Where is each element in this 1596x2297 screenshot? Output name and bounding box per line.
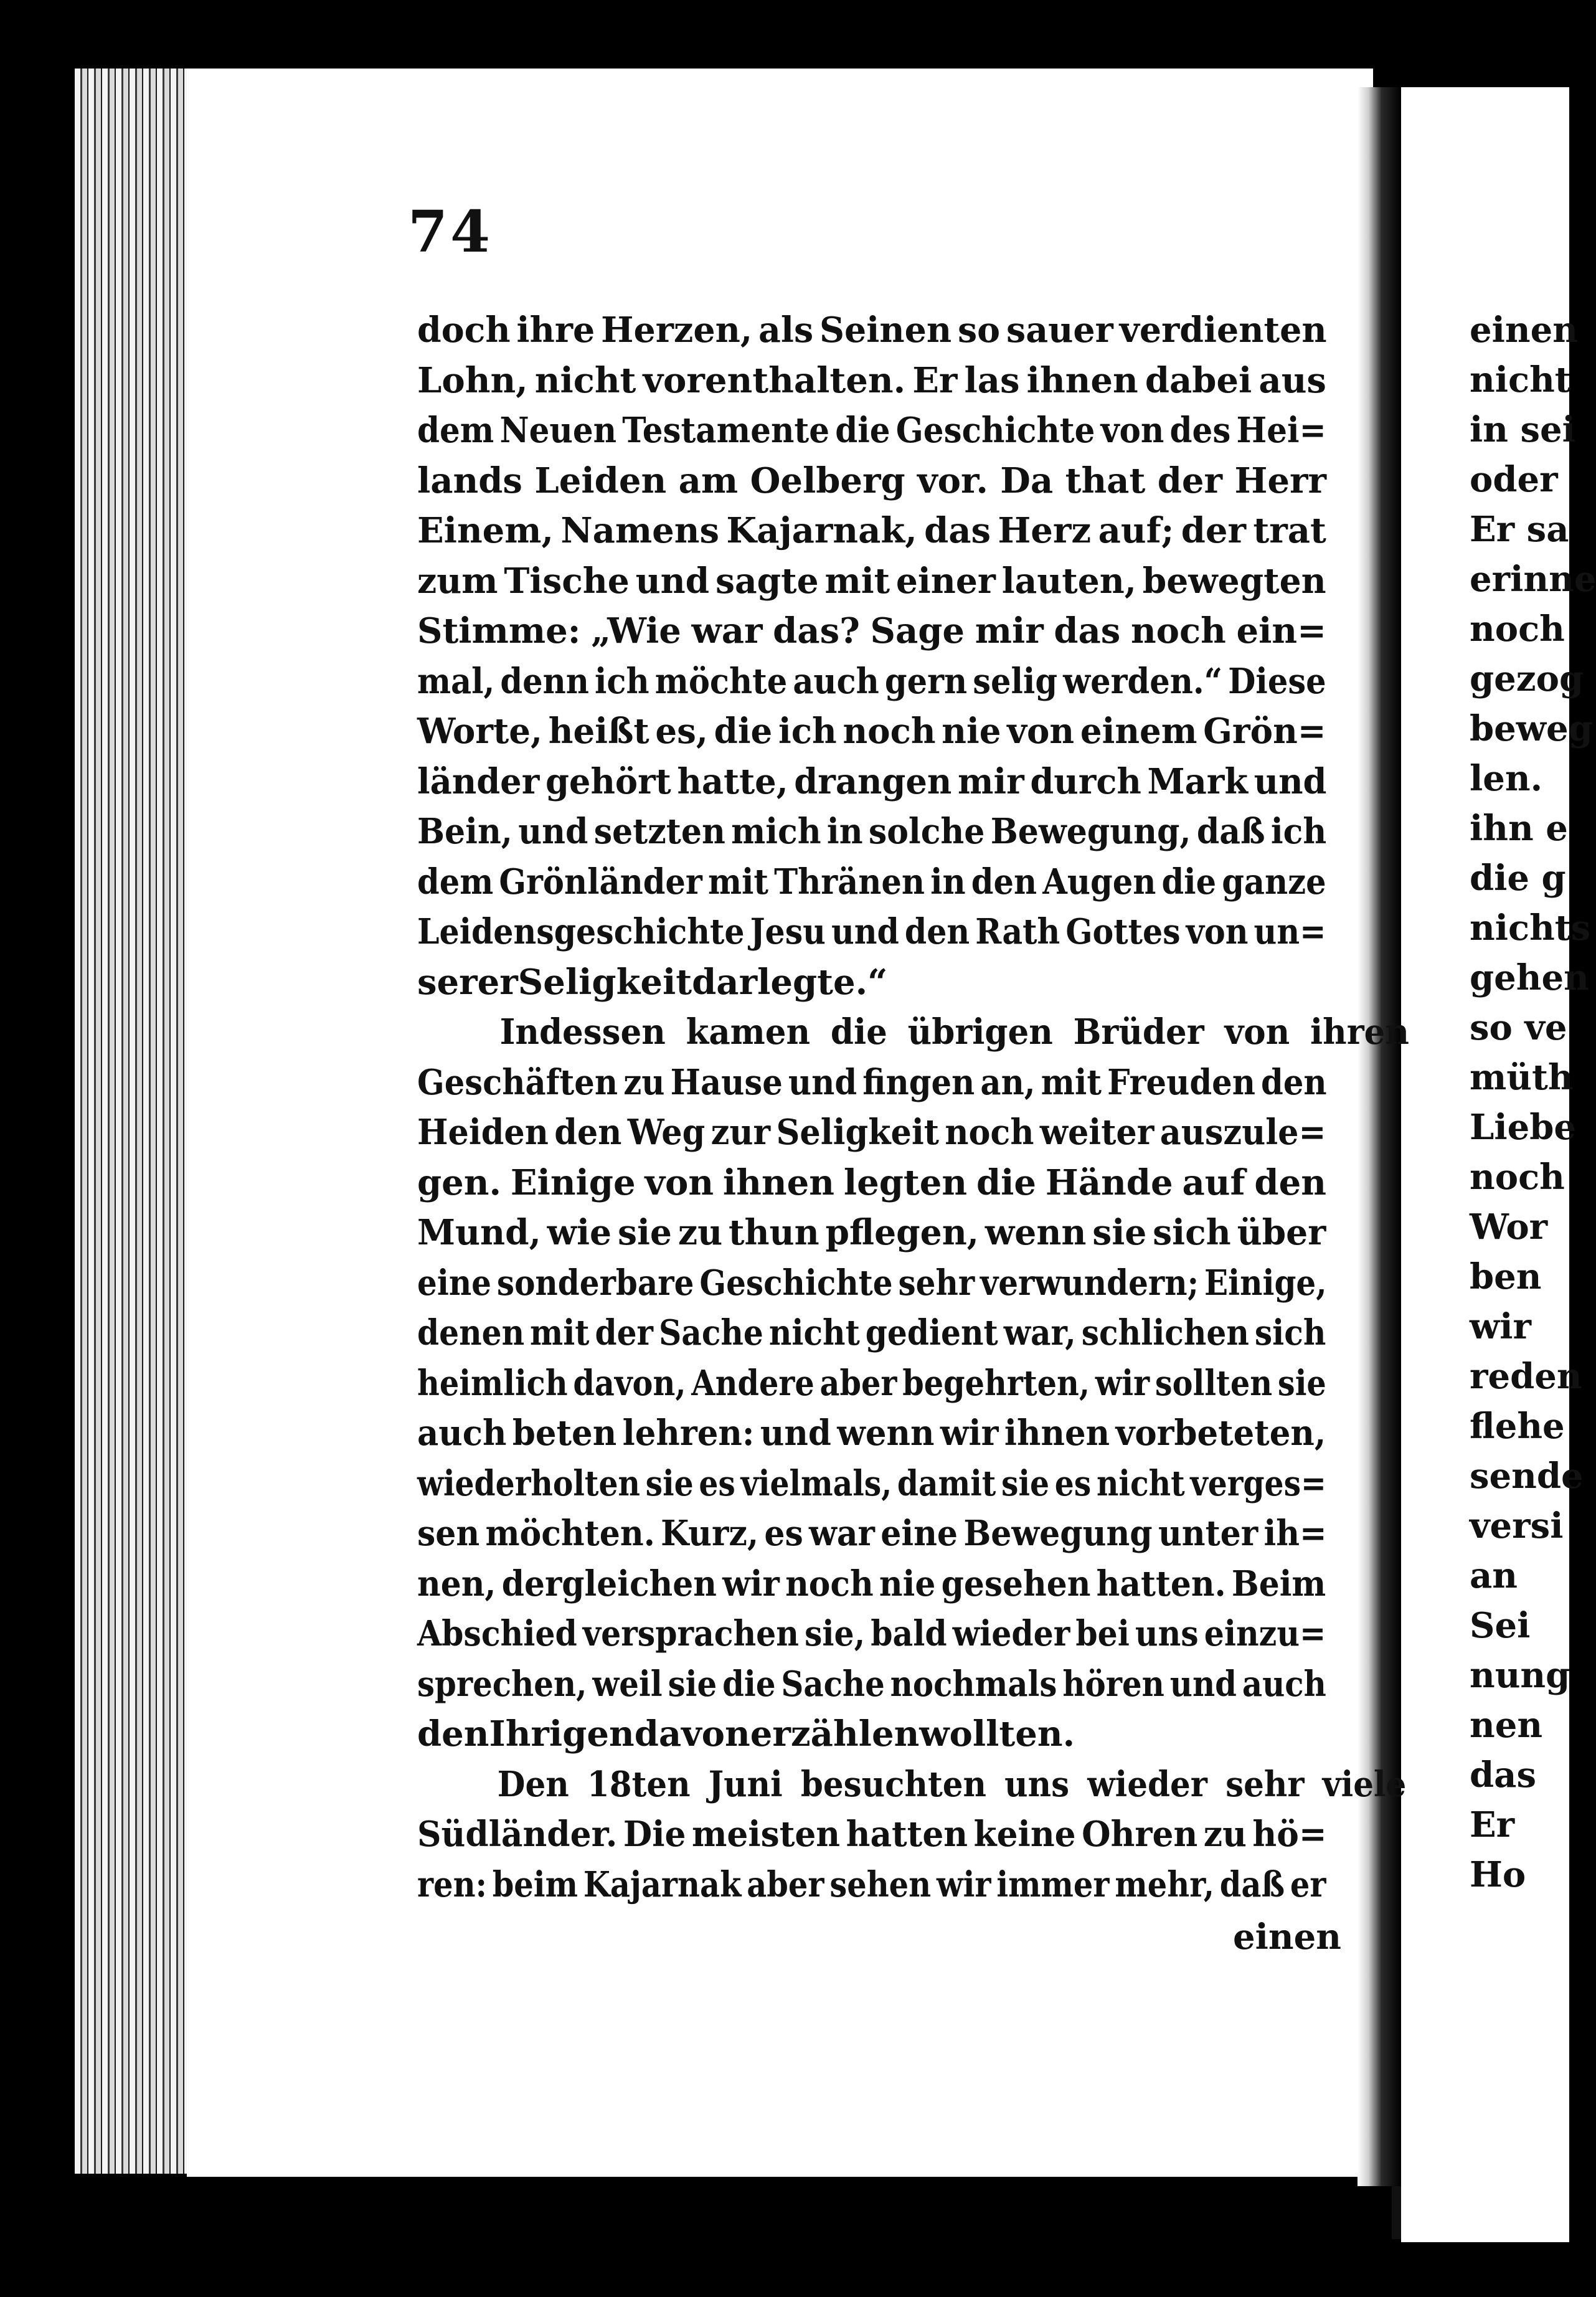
text-line: wiederholten sie es vielmals, damit sie es nicht verges= <box>417 1462 1326 1504</box>
text-line: auch beten lehren: und wenn wir ihnen vorbeteten, <box>417 1413 1326 1454</box>
text-line: dem Grönländer mit Thränen in den Augen die ganze <box>417 861 1326 902</box>
right-page-fragment: in sei <box>1470 409 1575 450</box>
text-line: den Ihrigen davon erzählen wollten. <box>417 1713 1075 1755</box>
text-line: sen möchten. Kurz, es war eine Bewegung unter ih= <box>417 1513 1327 1554</box>
text-line: Heiden den Weg zur Seligkeit noch weiter auszule= <box>417 1112 1326 1153</box>
right-page-fragment: Sei <box>1470 1605 1531 1646</box>
text-line: Leidensgeschichte Jesu und den Rath Gottes von un= <box>417 911 1326 952</box>
book-gutter <box>1358 87 1401 2186</box>
right-page-fragment: Ho <box>1470 1854 1526 1895</box>
right-page-fragment: erinne <box>1470 559 1596 600</box>
right-page-fragment: noch <box>1470 1157 1565 1198</box>
right-page-fragment: wir <box>1470 1306 1531 1347</box>
right-page-fragment: flehe <box>1470 1406 1565 1447</box>
text-line: Mund, wie sie zu thun pflegen, wenn sie sich über <box>417 1212 1326 1253</box>
right-page-fragment: müth <box>1470 1057 1574 1098</box>
right-page-fragment: ben <box>1470 1256 1542 1297</box>
text-line: Stimme: „Wie war das? Sage mir das noch ein= <box>417 610 1326 651</box>
text-line: Südländer. Die meisten hatten keine Ohren zu hö= <box>417 1814 1327 1855</box>
text-line: Den 18ten Juni besuchten uns wieder sehr viele <box>497 1763 1407 1805</box>
right-page-fragment: nen <box>1470 1705 1543 1746</box>
right-page-fragment: Wor <box>1470 1206 1548 1248</box>
text-line: sprechen, weil sie die Sache nochmals hören und auch <box>417 1663 1326 1705</box>
text-line: Geschäften zu Hause und fingen an, mit Freuden den <box>417 1061 1327 1103</box>
right-page-fragment: Er <box>1470 1804 1515 1845</box>
right-page-fragment: die g <box>1470 858 1566 899</box>
catchword: einen <box>1233 1916 1341 1958</box>
right-page-fragment: so ve <box>1470 1007 1567 1048</box>
right-page-fragment: versi <box>1470 1505 1564 1546</box>
right-page-fragment: reden <box>1470 1356 1582 1397</box>
right-page-fragment: an <box>1470 1555 1518 1596</box>
text-line: eine sonderbare Geschichte sehr verwundern; Einige, <box>417 1262 1327 1304</box>
right-page-fragment: noch <box>1470 609 1565 650</box>
text-line: serer Seligkeit darlegte.“ <box>417 961 888 1003</box>
text-line: Abschied versprachen sie, bald wieder bei uns einzu= <box>417 1613 1326 1654</box>
text-line: nen, dergleichen wir noch nie gesehen hatten. Beim <box>417 1563 1326 1604</box>
page-number: 74 <box>408 198 493 265</box>
right-page-fragment: beweg <box>1470 708 1593 749</box>
text-line: lands Leiden am Oelberg vor. Da that der Herr <box>417 460 1326 501</box>
right-page-fragment: Er sa <box>1470 509 1569 550</box>
right-page-fragment: das <box>1470 1755 1536 1796</box>
text-line: Lohn, nicht vorenthalten. Er las ihnen dabei aus <box>417 359 1326 401</box>
right-page-fragment: oder <box>1470 459 1558 500</box>
right-page-fragment: einen <box>1470 310 1578 351</box>
right-page-fragment: nung <box>1470 1655 1570 1696</box>
text-line: Bein, und setzten mich in solche Bewegung, daß ich <box>417 811 1327 852</box>
text-line: mal, denn ich möchte auch gern selig werden.“ Diese <box>417 660 1326 702</box>
text-line: zum Tische und sagte mit einer lauten, bewegten <box>417 560 1326 602</box>
text-line: ren: beim Kajarnak aber sehen wir immer mehr, daß er <box>417 1864 1326 1905</box>
text-line: heimlich davon, Andere aber begehrten, wir sollten sie <box>417 1362 1326 1404</box>
right-page-fragment: ihn e <box>1470 808 1568 849</box>
body-text <box>417 305 1409 1999</box>
right-page-fragment: gehen <box>1470 957 1589 998</box>
text-line: Worte, heißt es, die ich noch nie von einem Grön= <box>417 711 1326 752</box>
text-line: doch ihre Herzen, als Seinen so sauer verdienten <box>417 310 1327 351</box>
right-page-fragment: len. <box>1470 758 1543 799</box>
right-page-fragment: sende <box>1470 1456 1584 1497</box>
text-line: dem Neuen Testamente die Geschichte von des Hei= <box>417 410 1326 451</box>
right-page-fragment: gezog <box>1470 658 1584 699</box>
right-page-fragment: nichts <box>1470 907 1591 949</box>
text-line: Indessen kamen die übrigen Brüder von ihren <box>499 1011 1409 1053</box>
text-line: Einem, Namens Kajarnak, das Herz auf; der trat <box>417 510 1326 551</box>
text-line: gen. Einige von ihnen legten die Hände auf den <box>417 1162 1326 1203</box>
right-page-fragment: Liebe <box>1470 1107 1577 1148</box>
right-page-fragment: nicht <box>1470 359 1571 400</box>
text-line: denen mit der Sache nicht gedient war, schlichen sich <box>417 1312 1326 1353</box>
text-line: länder gehört hatte, drangen mir durch Mark und <box>417 760 1327 802</box>
